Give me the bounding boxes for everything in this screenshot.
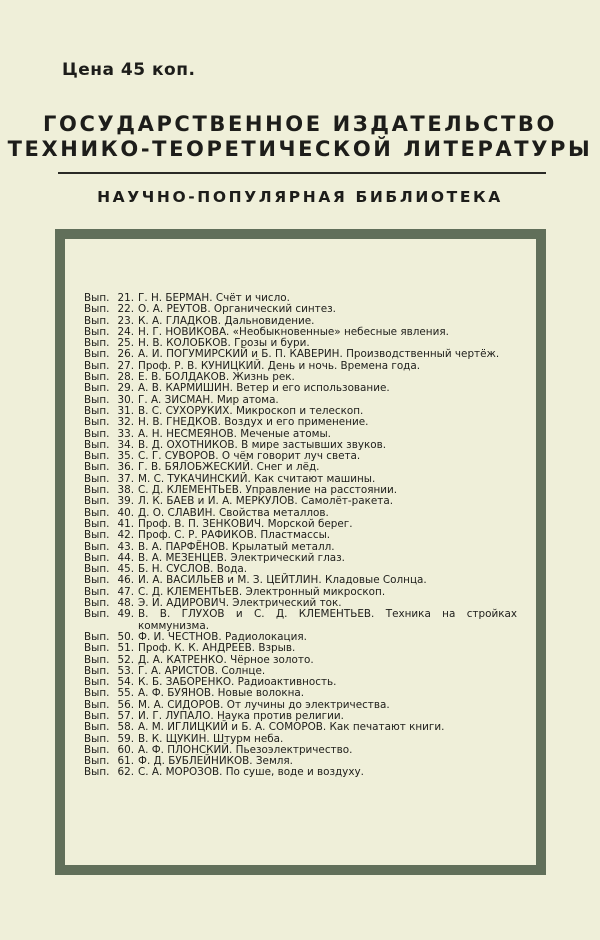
book-list <box>84 293 517 779</box>
book-title: А. Ф. ПЛОНСКИЙ. Пьезоэлектричество. <box>138 743 353 756</box>
divider <box>58 172 546 174</box>
book-title: Э. И. АДИРОВИЧ. Электрический ток. <box>138 597 342 610</box>
issue-number: 42. <box>117 529 134 542</box>
issue-number: 29. <box>117 382 134 395</box>
issue-label: Вып. <box>84 653 110 666</box>
issue-label: Вып. <box>84 563 110 576</box>
issue-number: 59. <box>117 732 134 745</box>
issue-label: Вып. <box>84 608 110 621</box>
issue-label: Вып. <box>84 529 110 542</box>
issue-number: 38. <box>117 484 134 497</box>
issue-number: 57. <box>117 709 134 722</box>
issue-label: Вып. <box>84 709 110 722</box>
book-title: С. А. МОРОЗОВ. По суше, воде и воздуху. <box>138 766 364 779</box>
issue-label: Вып. <box>84 676 110 689</box>
issue-label: Вып. <box>84 540 110 553</box>
issue-number: 31. <box>117 404 134 417</box>
issue-label: Вып. <box>84 393 110 406</box>
book-entry <box>84 688 517 699</box>
issue-number: 49. <box>117 608 134 621</box>
publisher-name-line-1: ГОСУДАРСТВЕННОЕ ИЗДАТЕЛЬСТВО <box>43 112 557 136</box>
issue-label: Вып. <box>84 585 110 598</box>
issue-number: 37. <box>117 472 134 485</box>
book-entry <box>84 417 517 428</box>
book-title: А. И. ПОГУМИРСКИЙ и Б. П. КАВЕРИН. Производственный чертёж. <box>138 348 500 361</box>
issue-label: Вып. <box>84 642 110 655</box>
book-title: Г. А. АРИСТОВ. Солнце. <box>138 664 266 677</box>
book-title: В. А. ПАРФЁНОВ. Крылатый металл. <box>138 540 335 553</box>
issue-label: Вып. <box>84 664 110 677</box>
issue-label: Вып. <box>84 766 110 779</box>
issue-label: Вып. <box>84 303 110 316</box>
issue-number: 48. <box>117 597 134 610</box>
issue-number: 61. <box>117 755 134 768</box>
book-entry <box>84 496 517 507</box>
book-title: Д. А. КАТРЕНКО. Чёрное золото. <box>138 653 314 666</box>
publisher-name-line-2: ТЕХНИКО-ТЕОРЕТИЧЕСКОЙ ЛИТЕРАТУРЫ <box>7 137 593 161</box>
issue-label: Вып. <box>84 698 110 711</box>
issue-number: 58. <box>117 721 134 734</box>
issue-label: Вып. <box>84 551 110 564</box>
issue-number: 52. <box>117 653 134 666</box>
issue-number: 55. <box>117 687 134 700</box>
issue-label: Вып. <box>84 721 110 734</box>
book-title: Г. Н. БЕРМАН. Счёт и число. <box>138 292 290 304</box>
issue-number: 24. <box>117 325 134 338</box>
issue-number: 45. <box>117 563 134 576</box>
issue-label: Вып. <box>84 450 110 463</box>
issue-number: 56. <box>117 698 134 711</box>
book-title: В. С. СУХОРУКИХ. Микроскоп и телескоп. <box>138 404 364 417</box>
issue-number: 34. <box>117 438 134 451</box>
issue-label: Вып. <box>84 743 110 756</box>
issue-number: 26. <box>117 348 134 361</box>
book-title: Ф. Д. БУБЛЕЙНИКОВ. Земля. <box>138 755 293 768</box>
issue-number: 39. <box>117 495 134 508</box>
issue-number: 27. <box>117 359 134 372</box>
issue-label: Вып. <box>84 517 110 530</box>
issue-number: 60. <box>117 743 134 756</box>
issue-label: Вып. <box>84 292 110 304</box>
book-title: М. А. СИДОРОВ. От лучины до электричества. <box>138 698 390 711</box>
book-title: В. В. ГЛУХОВ и С. Д. КЛЕМЕНТЬЕВ. Техника на стройках коммунизма. <box>138 608 517 632</box>
issue-number: 62. <box>117 766 134 779</box>
book-title: Н. Г. НОВИКОВА. «Необыкновенные» небесные явления. <box>138 325 449 338</box>
book-title: С. Г. СУВОРОВ. О чём говорит луч света. <box>138 450 361 463</box>
issue-label: Вып. <box>84 495 110 508</box>
book-title: Д. О. СЛАВИН. Свойства металлов. <box>138 506 329 519</box>
issue-number: 51. <box>117 642 134 655</box>
book-title: В. К. ЩУКИН. Штурм неба. <box>138 732 284 745</box>
book-title: Проф. К. К. АНДРЕЕВ. Взрыв. <box>138 642 296 655</box>
book-entry <box>84 304 517 315</box>
book-list-frame <box>55 229 546 875</box>
issue-number: 44. <box>117 551 134 564</box>
series-title: НАУЧНО-ПОПУЛЯРНАЯ БИБЛИОТЕКА <box>97 188 503 206</box>
issue-number: 43. <box>117 540 134 553</box>
issue-label: Вып. <box>84 687 110 700</box>
issue-number: 22. <box>117 303 134 316</box>
issue-number: 30. <box>117 393 134 406</box>
issue-number: 36. <box>117 461 134 474</box>
book-title: Г. В. БЯЛОБЖЕСКИЙ. Снег и лёд. <box>138 461 320 474</box>
book-title: О. А. РЕУТОВ. Органический синтез. <box>138 303 336 316</box>
book-title: М. С. ТУКАЧИНСКИЙ. Как считают машины. <box>138 472 376 485</box>
book-title: С. Д. КЛЕМЕНТЬЕВ. Управление на расстоянии. <box>138 484 398 497</box>
book-title: А. В. КАРМИШИН. Ветер и его использование. <box>138 382 390 395</box>
issue-number: 23. <box>117 314 134 327</box>
issue-label: Вып. <box>84 359 110 372</box>
book-entry <box>84 767 517 778</box>
book-title: В. А. МЕЗЕНЦЕВ. Электрический глаз. <box>138 551 345 564</box>
book-title: К. А. ГЛАДКОВ. Дальновидение. <box>138 314 315 327</box>
issue-number: 47. <box>117 585 134 598</box>
issue-number: 35. <box>117 450 134 463</box>
book-title: И. А. ВАСИЛЬЕВ и М. З. ЦЕЙТЛИН. Кладовые Солнца. <box>138 574 427 587</box>
issue-label: Вып. <box>84 484 110 497</box>
issue-number: 28. <box>117 371 134 384</box>
issue-number: 46. <box>117 574 134 587</box>
issue-number: 25. <box>117 337 134 350</box>
issue-label: Вып. <box>84 732 110 745</box>
book-entry <box>84 722 517 733</box>
book-entry <box>84 609 517 632</box>
issue-label: Вып. <box>84 472 110 485</box>
book-title: Л. К. БАЕВ и И. А. МЕРКУЛОВ. Самолёт-ракета. <box>138 495 394 508</box>
issue-label: Вып. <box>84 438 110 451</box>
book-title: И. Г. ЛУПАЛО. Наука против религии. <box>138 709 344 722</box>
issue-number: 21. <box>117 292 134 304</box>
book-title: Проф. В. П. ЗЕНКОВИЧ. Морской берег. <box>138 517 353 530</box>
issue-label: Вып. <box>84 314 110 327</box>
issue-label: Вып. <box>84 337 110 350</box>
issue-number: 41. <box>117 517 134 530</box>
issue-label: Вып. <box>84 574 110 587</box>
issue-label: Вып. <box>84 416 110 429</box>
issue-number: 50. <box>117 630 134 643</box>
issue-label: Вып. <box>84 755 110 768</box>
issue-label: Вып. <box>84 506 110 519</box>
book-title: Проф. Р. В. КУНИЦКИЙ. День и ночь. Времена года. <box>138 359 421 372</box>
issue-label: Вып. <box>84 597 110 610</box>
issue-label: Вып. <box>84 371 110 384</box>
book-title: Б. Н. СУСЛОВ. Вода. <box>138 563 248 576</box>
issue-label: Вып. <box>84 427 110 440</box>
issue-number: 53. <box>117 664 134 677</box>
book-title: Е. В. БОЛДАКОВ. Жизнь рек. <box>138 371 295 384</box>
issue-number: 54. <box>117 676 134 689</box>
issue-number: 40. <box>117 506 134 519</box>
book-title: Н. В. ГНЕДКОВ. Воздух и его применение. <box>138 416 369 429</box>
book-title: А. Ф. БУЯНОВ. Новые волокна. <box>138 687 305 700</box>
book-title: С. Д. КЛЕМЕНТЬЕВ. Электронный микроскоп. <box>138 585 386 598</box>
issue-number: 33. <box>117 427 134 440</box>
book-entry <box>84 383 517 394</box>
price-label: Цена 45 коп. <box>62 60 196 80</box>
book-entry <box>84 530 517 541</box>
book-title: Ф. И. ЧЕСТНОВ. Радиолокация. <box>138 630 307 643</box>
issue-label: Вып. <box>84 630 110 643</box>
book-title: А. Н. НЕСМЕЯНОВ. Меченые атомы. <box>138 427 331 440</box>
issue-label: Вып. <box>84 461 110 474</box>
book-title: Проф. С. Р. РАФИКОВ. Пластмассы. <box>138 529 331 542</box>
issue-label: Вып. <box>84 404 110 417</box>
book-title: К. Б. ЗАБОРЕНКО. Радиоактивность. <box>138 676 337 689</box>
issue-number: 32. <box>117 416 134 429</box>
book-title: Г. А. ЗИСМАН. Мир атома. <box>138 393 279 406</box>
book-title: В. Д. ОХОТНИКОВ. В мире застывших звуков. <box>138 438 387 451</box>
book-title: А. М. ИГЛИЦКИЙ и Б. А. СОМОРОВ. Как печатают книги. <box>138 721 445 734</box>
issue-label: Вып. <box>84 348 110 361</box>
book-entry <box>84 643 517 654</box>
issue-label: Вып. <box>84 382 110 395</box>
issue-label: Вып. <box>84 325 110 338</box>
book-title: Н. В. КОЛОБКОВ. Грозы и бури. <box>138 337 310 350</box>
